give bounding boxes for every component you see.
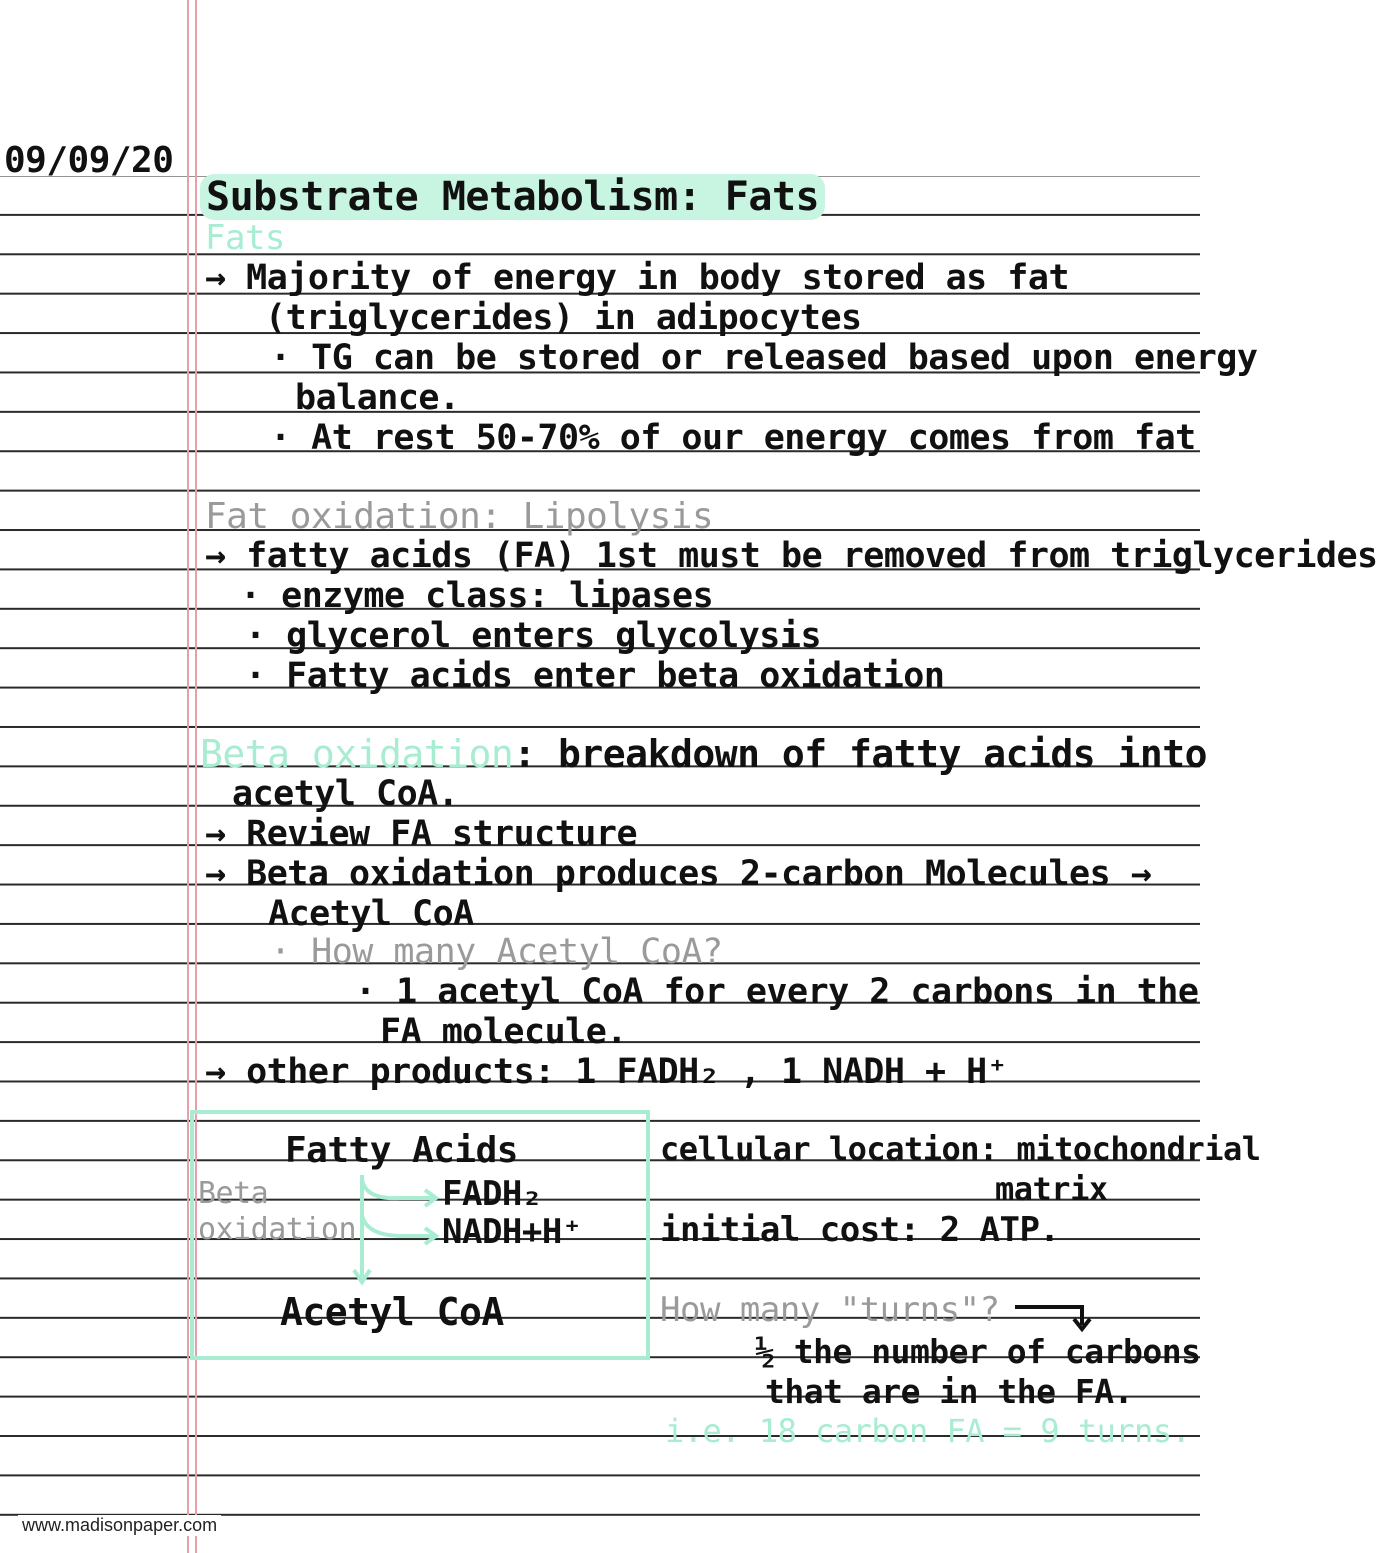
location-line-1: cellular location: mitochondrial	[660, 1130, 1261, 1168]
beta-line-3: Acetyl CoA	[268, 894, 474, 934]
top-margin	[0, 0, 1200, 176]
diagram-fatty-acids: Fatty Acids	[285, 1130, 518, 1171]
footer-url: www.madisonpaper.com	[18, 1515, 221, 1536]
fats-line-3: · TG can be stored or released based upon energy	[270, 338, 1258, 378]
beta-line-1: → Review FA structure	[205, 814, 638, 854]
turns-answer-2: that are in the FA.	[765, 1372, 1133, 1411]
turns-arrow-icon	[1010, 1295, 1090, 1335]
beta-answer-2: FA molecule.	[380, 1012, 627, 1052]
page-title: Substrate Metabolism: Fats	[200, 174, 825, 220]
margin-line-left	[187, 0, 189, 1553]
turns-example: i.e. 18 carbon FA = 9 turns.	[665, 1412, 1191, 1450]
diagram-beta-label: Beta oxidation	[198, 1176, 357, 1247]
diagram-fadh2: FADH₂	[442, 1174, 542, 1214]
diagram-acetyl-coa: Acetyl CoA	[280, 1290, 504, 1334]
fats-line-2: (triglycerides) in adipocytes	[265, 298, 862, 338]
note-date: 09/09/20	[4, 140, 174, 181]
diagram-nadh: NADH+H⁺	[442, 1212, 582, 1252]
lipolysis-line-2: · enzyme class: lipases	[240, 576, 714, 616]
lipolysis-line-1: → fatty acids (FA) 1st must be removed from triglycerides	[205, 536, 1378, 576]
beta-line-4: → other products: 1 FADH₂ , 1 NADH + H⁺	[205, 1052, 1008, 1092]
lipolysis-line-3: · glycerol enters glycolysis	[245, 616, 822, 656]
initial-cost: initial cost: 2 ATP.	[660, 1210, 1060, 1250]
beta-question: · How many Acetyl CoA?	[270, 932, 723, 972]
beta-heading-line: Beta oxidation: breakdown of fatty acids into	[200, 732, 1208, 776]
turns-question: How many "turns"?	[660, 1290, 1000, 1330]
fats-line-4: balance.	[295, 378, 460, 418]
beta-line-2: → Beta oxidation produces 2-carbon Molecules →	[205, 854, 1152, 894]
diagram-arrows-icon	[340, 1170, 450, 1290]
beta-answer-1: · 1 acetyl CoA for every 2 carbons in the	[355, 972, 1199, 1012]
fats-heading: Fats	[205, 218, 285, 258]
fats-line-1: → Majority of energy in body stored as fat	[205, 258, 1070, 298]
lipolysis-line-4: · Fatty acids enter beta oxidation	[245, 656, 945, 696]
fats-line-5: · At rest 50-70% of our energy comes from fat	[270, 418, 1196, 458]
beta-def-2: acetyl CoA.	[232, 774, 459, 814]
turns-answer-1: ½ the number of carbons	[755, 1332, 1201, 1371]
location-line-2: matrix	[995, 1170, 1108, 1208]
lipolysis-heading: Fat oxidation: Lipolysis	[205, 496, 714, 537]
